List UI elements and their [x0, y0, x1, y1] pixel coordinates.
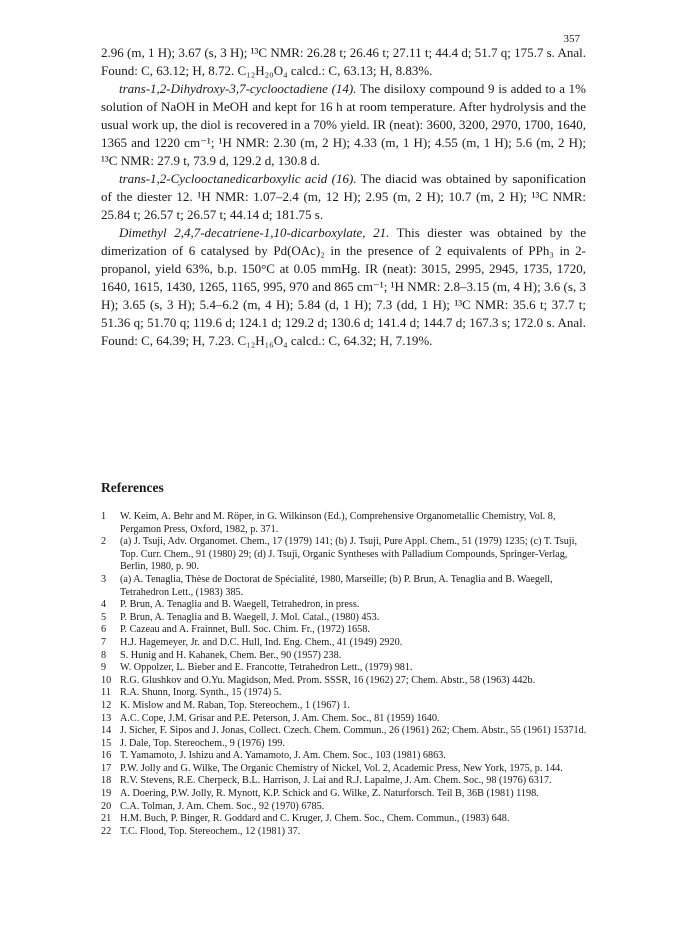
reference-text: P. Brun, A. Tenaglia and B. Waegell, J. Mol. Catal., (1980) 453.	[120, 611, 380, 623]
reference-number: 13	[101, 712, 112, 724]
reference-item	[101, 599, 591, 612]
reference-number: 7	[101, 636, 107, 648]
paragraph-diester-text: This diester was obtained by the dimerization of 6 catalysed by Pd(OAc)₂ in the presence of 2 equivalents of PPh₃ in 2-propanol, yield 63%, b.p. 150°C at 0.05 mmHg. IR (neat): 3015, 2995, 2945, 1735, 1720, 1640, 1615, 1430, 1265, 1165, 995, 970 and 865 cm⁻¹; ¹H NMR: 2.8–3.15 (m, 4 H); 3.6 (s, 3 H); 3.65 (s, 3 H); 5.4–6.2 (m, 4 H); 5.84 (d, 1 H); 7.3 (dd, 1 H); ¹³C NMR: 35.6 t; 37.7 t; 51.36 q; 51.70 q; 119.6 d; 124.1 d; 129.2 d; 130.6 d; 141.4 d; 144.7 d; 167.3 s; 172.0 s. Anal. Found: C, 64.39; H, 7.23. C₁₂H₁₆O₄ calcd.: C, 64.32; H, 7.19%.	[101, 225, 586, 348]
reference-item	[101, 788, 591, 801]
reference-number: 10	[101, 674, 112, 686]
reference-item	[101, 624, 591, 637]
reference-number: 6	[101, 624, 107, 636]
reference-number: 3	[101, 573, 107, 585]
reference-number: 12	[101, 699, 112, 711]
reference-number: 4	[101, 599, 107, 611]
reference-item	[101, 536, 591, 574]
reference-number: 11	[101, 687, 111, 699]
reference-number: 5	[101, 611, 107, 623]
paragraph-diol	[101, 80, 586, 170]
reference-number: 17	[101, 762, 112, 774]
references-list	[101, 511, 591, 838]
reference-item	[101, 826, 591, 839]
reference-text: J. Sicher, F. Sipos and J. Jonas, Collect. Czech. Chem. Commun., 26 (1961) 262; Chem. Abstr., 55 (1961) 15371d.	[120, 725, 587, 737]
reference-text: P. Cazeau and A. Frainnet, Bull. Soc. Chim. Fr., (1972) 1658.	[120, 624, 370, 636]
reference-text: J. Dale, Top. Stereochem., 9 (1976) 199.	[120, 737, 285, 749]
paragraph-continuation: 2.96 (m, 1 H); 3.67 (s, 3 H); ¹³C NMR: 26.28 t; 26.46 t; 27.11 t; 44.4 d; 51.7 q; 175.7 s. Anal. Found: C, 63.12; H, 8.72. C₁₂H₂₀O₄ calcd.: C, 63.13; H, 8.83%.	[101, 45, 586, 78]
reference-number: 8	[101, 649, 107, 661]
reference-text: P.W. Jolly and G. Wilke, The Organic Chemistry of Nickel, Vol. 2, Academic Press, New York, 1975, p. 144.	[120, 762, 563, 774]
paragraph-diacid-text: The diacid was obtained by saponification of the diester 12. ¹H NMR: 1.07–2.4 (m, 12 H); 2.95 (m, 2 H); 10.7 (m, 2 H); ¹³C NMR: 25.84 t; 26.57 t; 26.57 t; 44.14 d; 181.75 s.	[101, 171, 586, 222]
reference-text: A.C. Cope, J.M. Grisar and P.E. Peterson, J. Am. Chem. Soc., 81 (1959) 1640.	[120, 712, 440, 724]
reference-text: R.V. Stevens, R.E. Cherpeck, B.L. Harrison, J. Lai and R.J. Lapalme, J. Am. Chem. Soc., 98 (1976) 6317.	[120, 775, 552, 787]
reference-number: 14	[101, 725, 112, 737]
page-number: 357	[563, 33, 580, 45]
reference-item	[101, 763, 591, 776]
paragraph-diol-text: The disiloxy compound 9 is added to a 1% solution of NaOH in MeOH and kept for 16 h at room temperature. After hydrolysis and the usual work up, the diol is recovered in a 70% yield. IR (neat): 3600, 3200, 2970, 1700, 1640, 1365 and 1220 cm⁻¹; ¹H NMR: 2.30 (m, 2 H); 4.33 (m, 1 H); 4.55 (m, 1 H); 5.6 (m, 2 H); ¹³C NMR: 27.9 t, 73.9 d, 129.2 d, 130.8 d.	[101, 81, 586, 168]
reference-item	[101, 511, 591, 536]
reference-number: 16	[101, 750, 112, 762]
reference-item	[101, 801, 591, 814]
reference-text: A. Doering, P.W. Jolly, R. Mynott, K.P. Schick and G. Wilke, Z. Naturforsch. Teil B, 36B (1981) 1198.	[120, 788, 539, 800]
paragraph-diester	[101, 224, 586, 350]
reference-text: R.G. Glushkov and O.Yu. Magidson, Med. Prom. SSSR, 16 (1962) 27; Chem. Abstr., 58 (1963) 442b.	[120, 674, 536, 686]
reference-item	[101, 775, 591, 788]
reference-number: 1	[101, 511, 107, 522]
reference-number: 19	[101, 788, 112, 800]
experimental-section	[101, 44, 586, 350]
reference-number: 21	[101, 813, 112, 825]
reference-item	[101, 738, 591, 751]
reference-text: (a) A. Tenaglia, Thèse de Doctorat de Spécialité, 1980, Marseille; (b) P. Brun, A. Tenaglia and B. Waegell, Tetrahedron Lett., (1983) 385.	[120, 573, 553, 598]
reference-item	[101, 574, 591, 599]
reference-text: K. Mislow and M. Raban, Top. Stereochem., 1 (1967) 1.	[120, 699, 350, 711]
reference-item	[101, 700, 591, 713]
reference-number: 15	[101, 737, 112, 749]
reference-item	[101, 637, 591, 650]
reference-text: P. Brun, A. Tenaglia and B. Waegell, Tetrahedron, in press.	[120, 599, 360, 611]
reference-item	[101, 612, 591, 625]
compound-heading-diester: Dimethyl 2,4,7-decatriene-1,10-dicarboxylate, 21.	[119, 225, 390, 240]
reference-number: 18	[101, 775, 112, 787]
reference-text: T.C. Flood, Top. Stereochem., 12 (1981) 37.	[120, 825, 301, 837]
reference-item	[101, 687, 591, 700]
reference-item	[101, 650, 591, 663]
reference-text: W. Keim, A. Behr and M. Röper, in G. Wilkinson (Ed.), Comprehensive Organometallic Chemistry, Vol. 8, Pergamon Press, Oxford, 1982, p. 371.	[120, 511, 556, 535]
references-heading: References	[101, 480, 164, 495]
reference-number: 9	[101, 662, 107, 674]
reference-text: H.M. Buch, P. Binger, R. Goddard and C. Kruger, J. Chem. Soc., Chem. Commun., (1983) 648.	[120, 813, 510, 825]
reference-item	[101, 725, 591, 738]
reference-text: W. Oppolzer, L. Bieber and E. Francotte, Tetrahedron Lett., (1979) 981.	[120, 662, 413, 674]
reference-text: C.A. Tolman, J. Am. Chem. Soc., 92 (1970) 6785.	[120, 800, 325, 812]
reference-text: H.J. Hagemeyer, Jr. and D.C. Hull, Ind. Eng. Chem., 41 (1949) 2920.	[120, 636, 403, 648]
reference-item	[101, 750, 591, 763]
reference-item	[101, 713, 591, 726]
reference-text: (a) J. Tsuji, Adv. Organomet. Chem., 17 (1979) 141; (b) J. Tsuji, Pure Appl. Chem., 51 (1979) 1235; (c) T. Tsuji, Top. Curr. Chem., 91 (1980) 29; (d) J. Tsuji, Organic Syntheses with Palladium Compounds, Springer-Verlag, Berlin, 1980, p. 90.	[120, 536, 578, 573]
reference-number: 22	[101, 825, 112, 837]
reference-item	[101, 662, 591, 675]
compound-heading-diacid: trans-1,2-Cyclooctanedicarboxylic acid (16).	[119, 171, 357, 186]
reference-item	[101, 813, 591, 826]
reference-number: 20	[101, 800, 112, 812]
reference-item	[101, 675, 591, 688]
paragraph-diacid	[101, 170, 586, 224]
reference-text: S. Hunig and H. Kahanek, Chem. Ber., 90 (1957) 238.	[120, 649, 342, 661]
reference-text: T. Yamamoto, J. Ishizu and A. Yamamoto, J. Am. Chem. Soc., 103 (1981) 6863.	[120, 750, 446, 762]
compound-heading-diol: trans-1,2-Dihydroxy-3,7-cyclooctadiene (14).	[119, 81, 357, 96]
reference-number: 2	[101, 536, 107, 548]
reference-text: R.A. Shunn, Inorg. Synth., 15 (1974) 5.	[120, 687, 282, 699]
